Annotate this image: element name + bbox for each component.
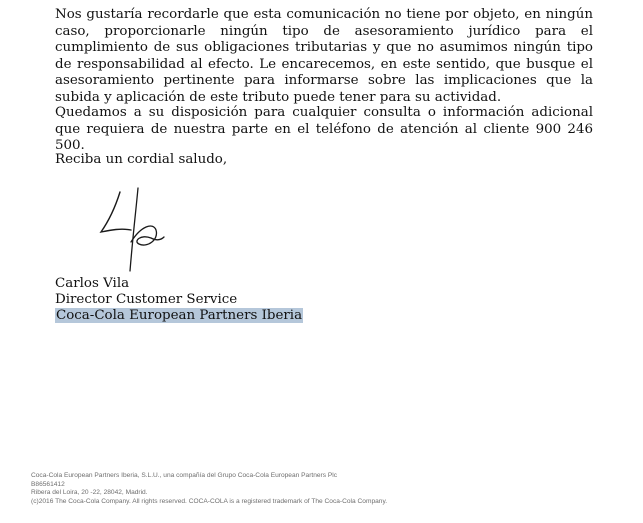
company-name-selected[interactable]: Coca-Cola European Partners Iberia	[56, 308, 303, 323]
footer	[31, 472, 387, 507]
closing-salutation: Reciba un cordial saludo,	[55, 152, 228, 167]
footer-company-line: Coca-Cola European Partners Iberia, S.L.U., una compañía del Grupo Coca-Cola European Partners Plc	[31, 472, 338, 479]
signature-block	[55, 276, 303, 324]
contact-paragraph: Quedamos a su disposición para cualquier consulta o información adicional que requiera de nuestra parte en el teléfono de atención al cliente 900 246 500.	[55, 105, 593, 154]
footer-tax-id: B86561412	[31, 480, 65, 488]
footer-copyright: (c)2016 The Coca-Cola Company. All rights reserved. COCA-COLA is a registered trademark of The Coca-Cola Company.	[31, 498, 388, 506]
signatory-name: Carlos Vila	[55, 276, 130, 291]
signatory-title: Director Customer Service	[55, 292, 238, 307]
footer-address: Ribera del Loira, 20 -22, 28042, Madrid.	[31, 489, 148, 497]
handwritten-signature	[93, 186, 165, 272]
disclaimer-paragraph: Nos gustaría recordarle que esta comunicación no tiene por objeto, en ningún caso, proporcionarle ningún tipo de asesoramiento jurídico para el cumplimiento de sus obligaciones tributarias y que no asumimos ningún tipo de responsabilidad al efecto. Le encarecemos, en este sentido, que busque el asesoramiento pertinente para informarse sobre las implicaciones que la subida y aplicación de este tributo puede tener para su actividad.	[55, 7, 593, 105]
